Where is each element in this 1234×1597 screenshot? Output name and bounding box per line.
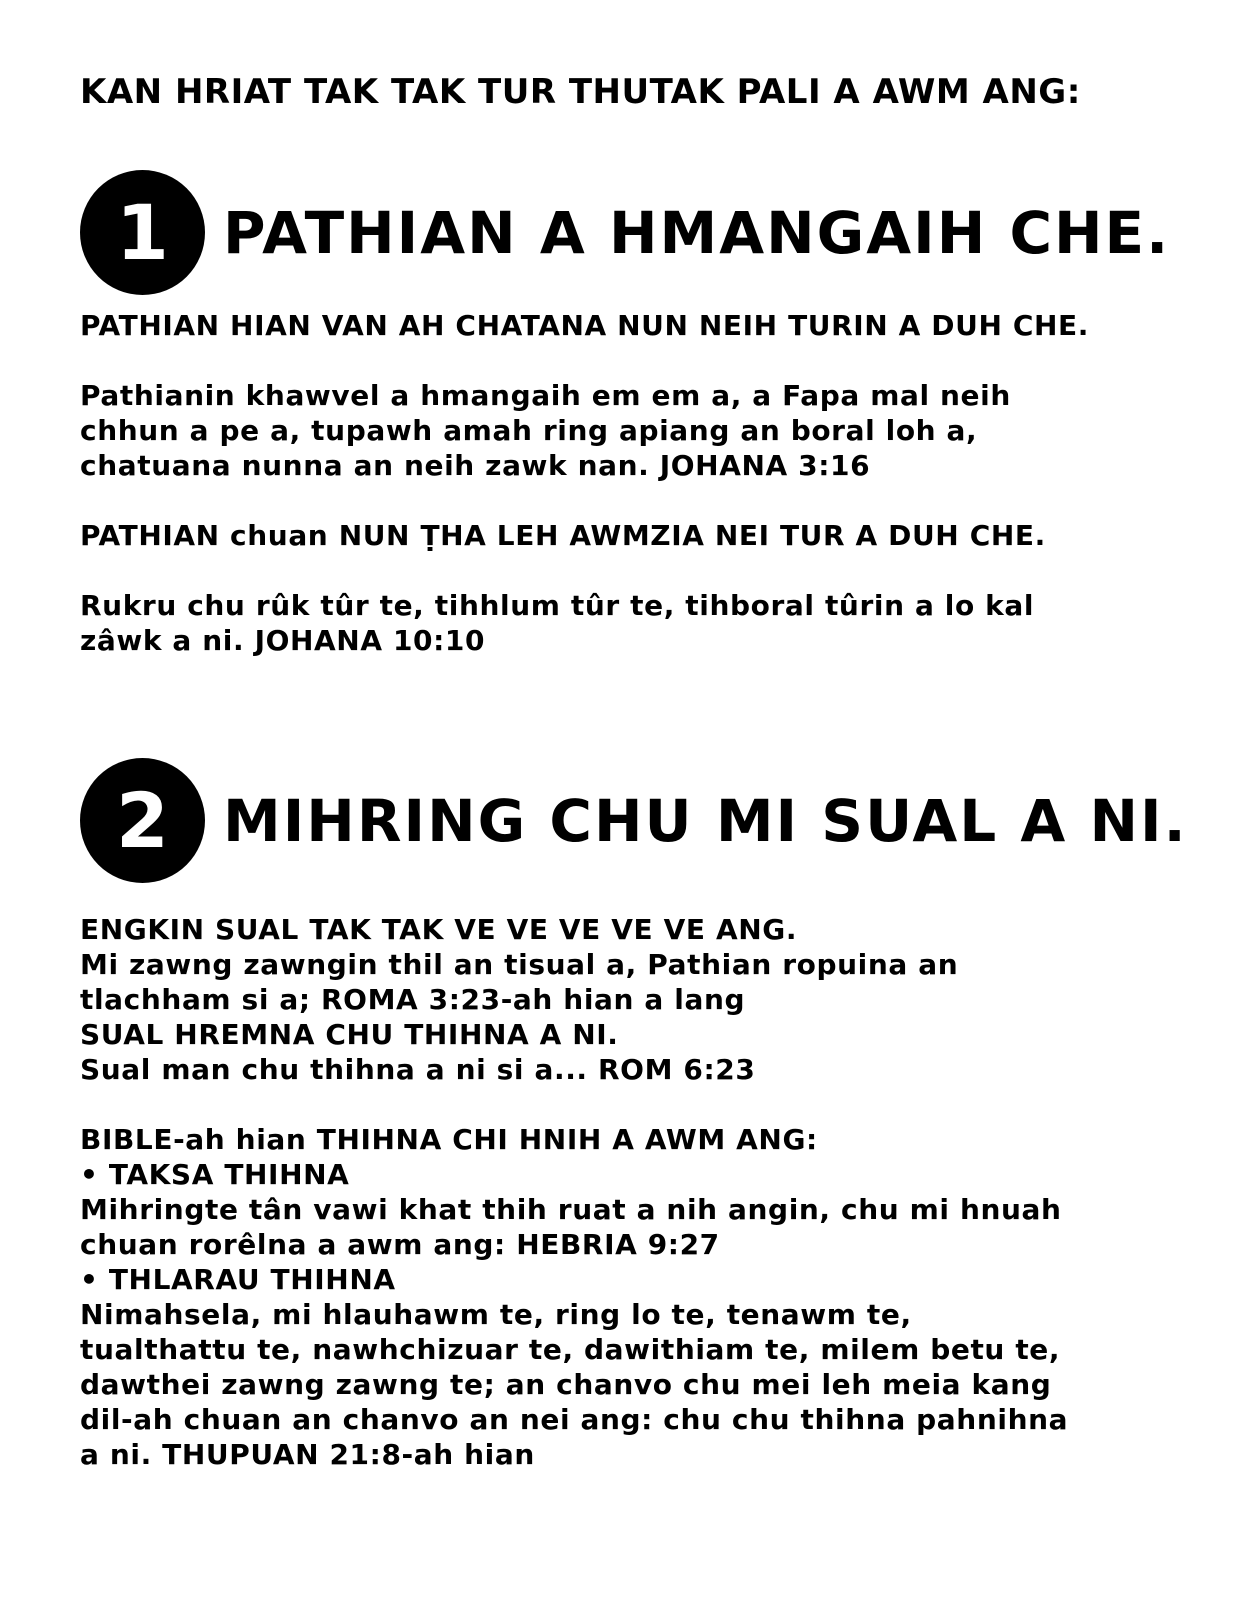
body-line: dawthei zawng zawng te; an chanvo chu mei leh meia kang: [80, 1368, 1052, 1401]
bullet-item: • TAKSA THIHNA: [80, 1158, 350, 1191]
section-1-number-badge: 1: [80, 170, 205, 295]
section-1-header: [80, 170, 1170, 295]
body-line: Pathianin khawvel a hmangaih em em a, a Fapa mal neih: [80, 379, 1011, 412]
bullet-item: • THLARAU THIHNA: [80, 1263, 396, 1296]
spacer: [80, 483, 1180, 518]
spacer: [80, 343, 1180, 378]
body-line: Mi zawng zawngin thil an tisual a, Pathian ropuina an: [80, 948, 959, 981]
body-line: zâwk a ni. JOHANA 10:10: [80, 624, 486, 657]
body-line: PATHIAN chuan NUN ṬHA LEH AWMZIA NEI TUR A DUH CHE.: [80, 519, 1046, 552]
body-line: chatuana nunna an neih zawk nan. JOHANA 3:16: [80, 449, 871, 482]
body-line: tualthattu te, nawhchizuar te, dawithiam te, milem betu te,: [80, 1333, 1061, 1366]
body-line: ENGKIN SUAL TAK TAK VE VE VE VE VE ANG.: [80, 913, 798, 946]
body-line: Rukru chu rûk tûr te, tihhlum tûr te, tihboral tûrin a lo kal: [80, 589, 1035, 622]
body-line: BIBLE-ah hian THIHNA CHI HNIH A AWM ANG:: [80, 1123, 818, 1156]
body-line: a ni. THUPUAN 21:8-ah hian: [80, 1438, 535, 1471]
body-line: chuan rorêlna a awm ang: HEBRIA 9:27: [80, 1228, 720, 1261]
section-2-number-badge: 2: [80, 758, 205, 883]
body-line: SUAL HREMNA CHU THIHNA A NI.: [80, 1018, 619, 1051]
body-line: chhun a pe a, tupawh amah ring apiang an boral loh a,: [80, 414, 978, 447]
section-1-body: [80, 308, 1180, 658]
section-2-title: MIHRING CHU MI SUAL A NI.: [223, 786, 1188, 855]
body-line: Nimahsela, mi hlauhawm te, ring lo te, tenawm te,: [80, 1298, 912, 1331]
body-line: Sual man chu thihna a ni si a... ROM 6:23: [80, 1053, 756, 1086]
section-2-header: [80, 758, 1188, 883]
spacer: [80, 553, 1180, 588]
spacer: [80, 1087, 1180, 1122]
section-1-title: PATHIAN A HMANGAIH CHE.: [223, 198, 1171, 267]
body-line: Mihringte tân vawi khat thih ruat a nih angin, chu mi hnuah: [80, 1193, 1062, 1226]
body-line: PATHIAN HIAN VAN AH CHATANA NUN NEIH TURIN A DUH CHE.: [80, 309, 1089, 342]
body-line: dil-ah chuan an chanvo an nei ang: chu chu thihna pahnihna: [80, 1403, 1069, 1436]
section-2-body: [80, 912, 1180, 1472]
intro-heading: KAN HRIAT TAK TAK TUR THUTAK PALI A AWM ANG:: [80, 72, 1081, 112]
body-line: tlachham si a; ROMA 3:23-ah hian a lang: [80, 983, 746, 1016]
